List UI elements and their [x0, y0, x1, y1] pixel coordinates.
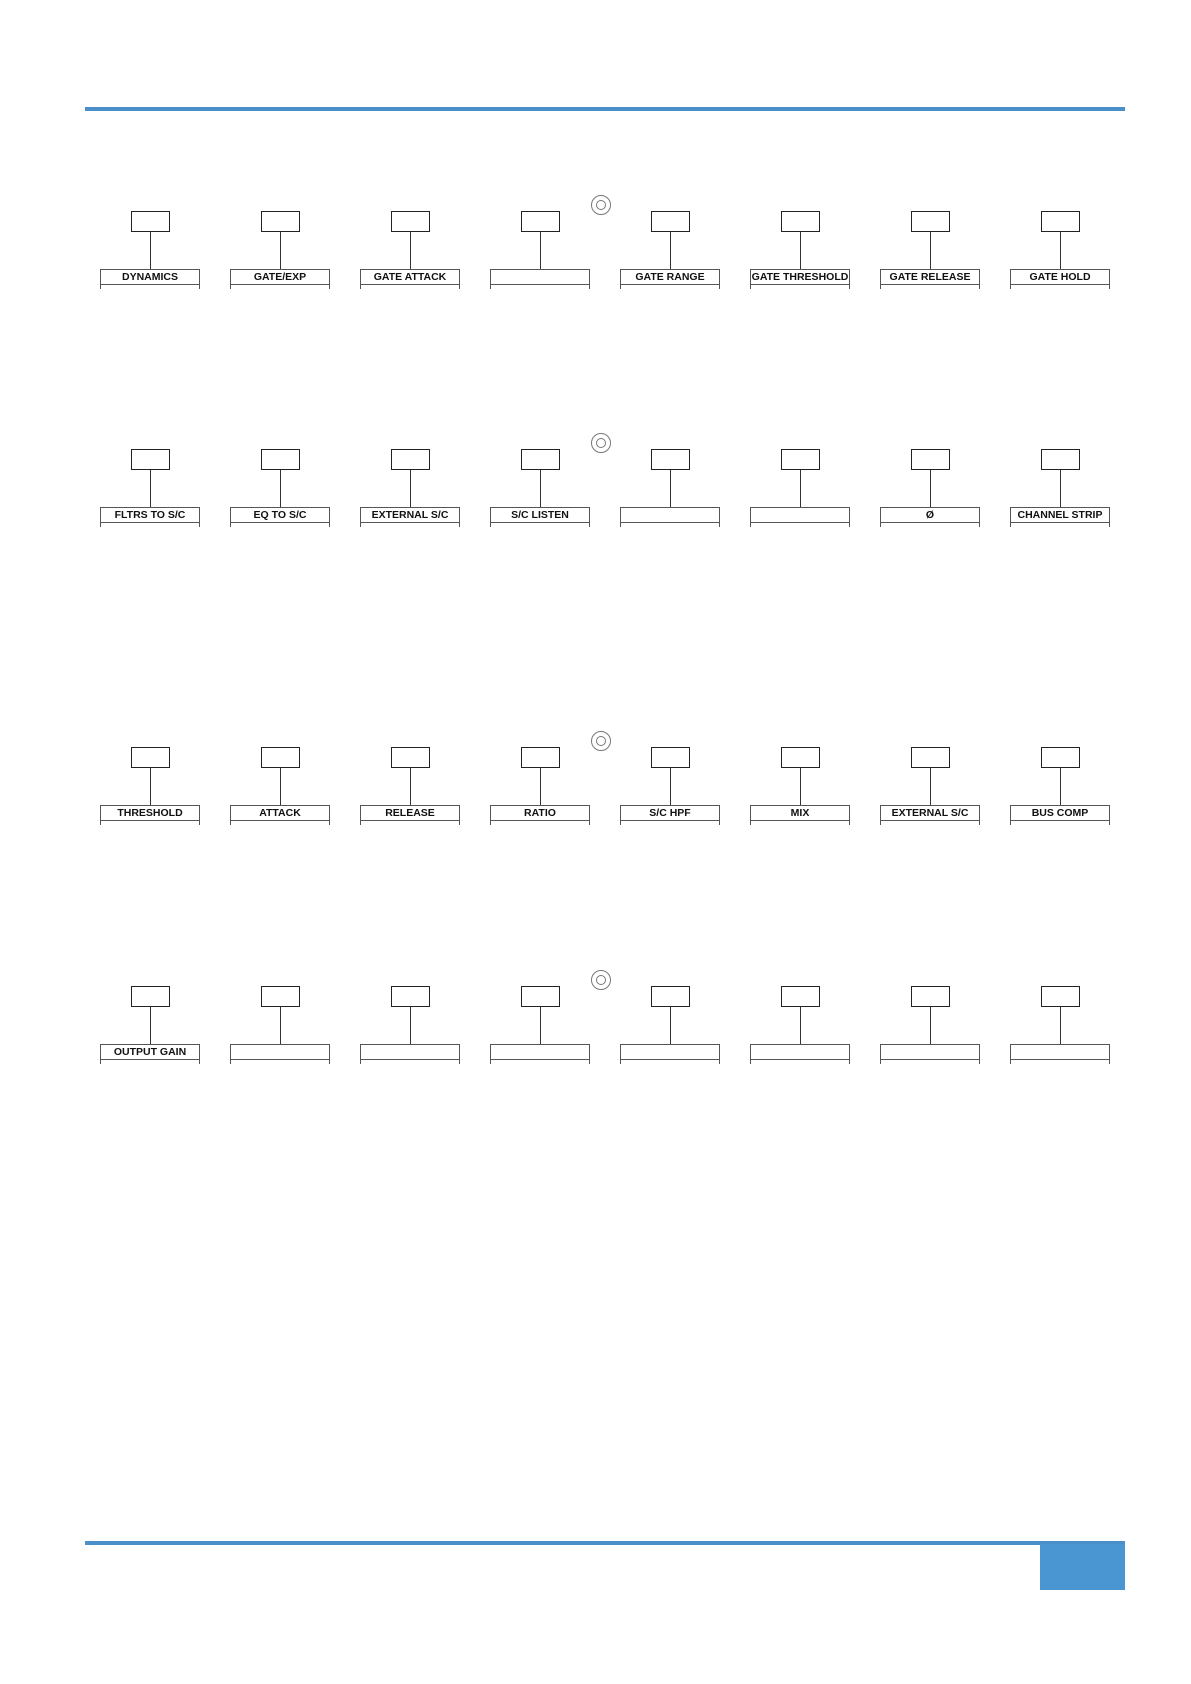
leader-line: [930, 232, 931, 269]
leader-line: [410, 768, 411, 805]
leader-line: [150, 232, 151, 269]
label-bracket: [100, 523, 200, 527]
switch-key[interactable]: [391, 211, 430, 232]
controller-row-4: [0, 970, 1191, 1080]
switch-label: OUTPUT GAIN: [100, 1044, 200, 1060]
switch-label: ATTACK: [230, 805, 330, 821]
switch-key[interactable]: [391, 449, 430, 470]
switch-key[interactable]: [911, 747, 950, 768]
leader-line: [150, 470, 151, 507]
button-unit: [880, 195, 980, 305]
button-unit: [100, 195, 200, 305]
button-unit: [360, 433, 460, 543]
button-unit: [880, 970, 980, 1080]
label-bracket: [620, 285, 720, 289]
rotary-encoder-icon[interactable]: [591, 731, 611, 751]
label-bracket: [750, 821, 850, 825]
label-bracket: [230, 1060, 330, 1064]
button-unit: [100, 433, 200, 543]
leader-line: [540, 470, 541, 507]
leader-line: [670, 232, 671, 269]
label-bracket: [750, 1060, 850, 1064]
switch-label: FLTRS TO S/C: [100, 507, 200, 523]
leader-line: [410, 470, 411, 507]
button-unit: [360, 731, 460, 841]
switch-key[interactable]: [911, 986, 950, 1007]
label-bracket: [490, 523, 590, 527]
switch-key[interactable]: [261, 986, 300, 1007]
label-bracket: [750, 523, 850, 527]
footer-rule: [85, 1541, 1125, 1545]
switch-key[interactable]: [131, 449, 170, 470]
switch-key[interactable]: [651, 986, 690, 1007]
switch-label: GATE ATTACK: [360, 269, 460, 285]
switch-label: [490, 1044, 590, 1060]
switch-label: [750, 507, 850, 523]
switch-key[interactable]: [781, 747, 820, 768]
label-bracket: [880, 523, 980, 527]
button-unit: [620, 195, 720, 305]
label-bracket: [1010, 1060, 1110, 1064]
label-bracket: [490, 285, 590, 289]
switch-label: [620, 507, 720, 523]
switch-label: [1010, 1044, 1110, 1060]
switch-label: RELEASE: [360, 805, 460, 821]
switch-label: DYNAMICS: [100, 269, 200, 285]
switch-key[interactable]: [781, 449, 820, 470]
button-unit: [620, 970, 720, 1080]
button-unit: [230, 433, 330, 543]
button-unit: [490, 433, 590, 543]
controller-row-3: [0, 731, 1191, 841]
label-bracket: [230, 821, 330, 825]
leader-line: [280, 1007, 281, 1044]
button-unit: [1010, 195, 1110, 305]
label-bracket: [880, 285, 980, 289]
leader-line: [150, 768, 151, 805]
leader-line: [800, 232, 801, 269]
button-unit: [750, 195, 850, 305]
leader-line: [410, 1007, 411, 1044]
leader-line: [930, 768, 931, 805]
button-unit: [750, 731, 850, 841]
switch-label: CHANNEL STRIP: [1010, 507, 1110, 523]
leader-line: [670, 1007, 671, 1044]
button-unit: [880, 433, 980, 543]
label-bracket: [1010, 285, 1110, 289]
switch-label: [230, 1044, 330, 1060]
leader-line: [540, 232, 541, 269]
label-bracket: [1010, 821, 1110, 825]
button-unit: [1010, 731, 1110, 841]
switch-key[interactable]: [911, 449, 950, 470]
leader-line: [280, 768, 281, 805]
label-bracket: [100, 821, 200, 825]
switch-key[interactable]: [781, 986, 820, 1007]
switch-key[interactable]: [1041, 211, 1080, 232]
switch-label: Ø: [880, 507, 980, 523]
switch-key[interactable]: [911, 211, 950, 232]
button-unit: [230, 970, 330, 1080]
label-bracket: [620, 1060, 720, 1064]
switch-key[interactable]: [131, 211, 170, 232]
switch-label: GATE/EXP: [230, 269, 330, 285]
switch-key[interactable]: [651, 747, 690, 768]
switch-label: S/C HPF: [620, 805, 720, 821]
leader-line: [670, 768, 671, 805]
switch-key[interactable]: [261, 747, 300, 768]
button-unit: [490, 970, 590, 1080]
button-unit: [1010, 433, 1110, 543]
rotary-encoder-icon[interactable]: [591, 195, 611, 215]
switch-key[interactable]: [521, 449, 560, 470]
button-unit: [1010, 970, 1110, 1080]
leader-line: [280, 232, 281, 269]
leader-line: [800, 768, 801, 805]
switch-label: GATE RANGE: [620, 269, 720, 285]
label-bracket: [360, 523, 460, 527]
switch-key[interactable]: [651, 449, 690, 470]
switch-label: [620, 1044, 720, 1060]
switch-label: GATE THRESHOLD: [751, 271, 849, 283]
button-unit: [360, 195, 460, 305]
switch-label: BUS COMP: [1010, 805, 1110, 821]
switch-label: [750, 1044, 850, 1060]
switch-key[interactable]: [1041, 747, 1080, 768]
button-unit: [880, 731, 980, 841]
label-bracket: [230, 285, 330, 289]
leader-line: [670, 470, 671, 507]
switch-label: [490, 269, 590, 285]
button-unit: [750, 970, 850, 1080]
button-unit: [100, 970, 200, 1080]
switch-key[interactable]: [521, 747, 560, 768]
switch-label: EXTERNAL S/C: [360, 507, 460, 523]
leader-line: [1060, 470, 1061, 507]
controller-row-1: [0, 195, 1191, 305]
switch-key[interactable]: [131, 747, 170, 768]
switch-label: GATE RELEASE: [880, 269, 980, 285]
leader-line: [1060, 768, 1061, 805]
label-bracket: [360, 821, 460, 825]
leader-line: [540, 1007, 541, 1044]
switch-label: THRESHOLD: [100, 805, 200, 821]
label-bracket: [100, 285, 200, 289]
label-bracket: [490, 821, 590, 825]
header-rule: [85, 107, 1125, 111]
page-number-tab: [1040, 1544, 1125, 1590]
switch-key[interactable]: [521, 211, 560, 232]
label-bracket: [490, 1060, 590, 1064]
leader-line: [150, 1007, 151, 1044]
rotary-encoder-icon[interactable]: [591, 970, 611, 990]
switch-label: RATIO: [490, 805, 590, 821]
switch-key[interactable]: [131, 986, 170, 1007]
label-bracket: [750, 285, 850, 289]
leader-line: [930, 470, 931, 507]
switch-key[interactable]: [1041, 986, 1080, 1007]
switch-label: MIX: [750, 805, 850, 821]
label-bracket: [1010, 523, 1110, 527]
switch-label: [880, 1044, 980, 1060]
switch-key[interactable]: [781, 211, 820, 232]
switch-label: EQ TO S/C: [230, 507, 330, 523]
switch-label: GATE HOLD: [1010, 269, 1110, 285]
label-bracket: [230, 523, 330, 527]
button-unit: [360, 970, 460, 1080]
leader-line: [800, 1007, 801, 1044]
label-bracket: [620, 523, 720, 527]
leader-line: [800, 470, 801, 507]
switch-key[interactable]: [1041, 449, 1080, 470]
leader-line: [930, 1007, 931, 1044]
switch-key[interactable]: [261, 211, 300, 232]
label-bracket: [880, 821, 980, 825]
button-unit: [490, 195, 590, 305]
switch-label: [360, 1044, 460, 1060]
button-unit: [230, 731, 330, 841]
rotary-encoder-icon[interactable]: [591, 433, 611, 453]
button-unit: [620, 731, 720, 841]
leader-line: [1060, 232, 1061, 269]
switch-key[interactable]: [651, 211, 690, 232]
switch-key[interactable]: [391, 747, 430, 768]
label-bracket: [620, 821, 720, 825]
switch-label: EXTERNAL S/C: [880, 805, 980, 821]
label-bracket: [880, 1060, 980, 1064]
button-unit: [490, 731, 590, 841]
switch-key[interactable]: [391, 986, 430, 1007]
label-bracket: [360, 285, 460, 289]
leader-line: [410, 232, 411, 269]
label-bracket: [360, 1060, 460, 1064]
button-unit: [100, 731, 200, 841]
button-unit: [620, 433, 720, 543]
controller-row-2: [0, 433, 1191, 543]
switch-key[interactable]: [521, 986, 560, 1007]
leader-line: [540, 768, 541, 805]
switch-label: S/C LISTEN: [490, 507, 590, 523]
button-unit: [230, 195, 330, 305]
button-unit: [750, 433, 850, 543]
label-bracket: [100, 1060, 200, 1064]
switch-key[interactable]: [261, 449, 300, 470]
leader-line: [1060, 1007, 1061, 1044]
leader-line: [280, 470, 281, 507]
